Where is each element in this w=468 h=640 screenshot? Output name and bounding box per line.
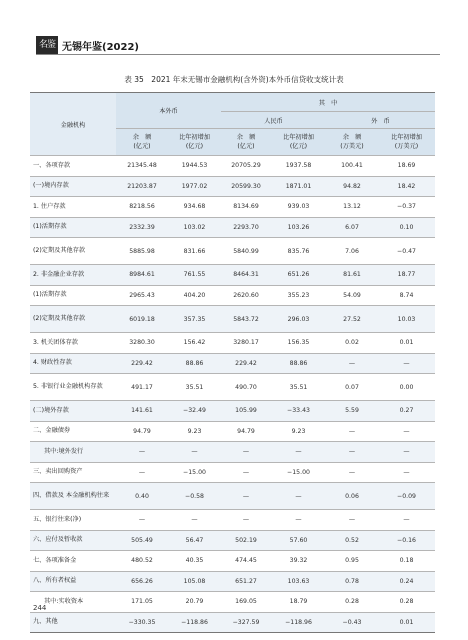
table-body bbox=[30, 156, 435, 633]
table-cell: 934.68 bbox=[168, 197, 221, 218]
table-row bbox=[30, 265, 435, 286]
table-cell: 355.23 bbox=[271, 285, 326, 306]
table-cell: 0.01 bbox=[378, 612, 435, 633]
table-cell: — bbox=[221, 510, 271, 531]
header-change-total: 比年初增加 (亿元) bbox=[168, 129, 221, 156]
table-row bbox=[30, 197, 435, 218]
table-row bbox=[30, 156, 435, 177]
table-cell: 404.20 bbox=[168, 285, 221, 306]
table-cell: 296.03 bbox=[271, 306, 326, 333]
table-cell: 88.86 bbox=[271, 353, 326, 374]
row-label: 三、卖出回购资产 bbox=[30, 462, 116, 483]
table-cell: 3280.30 bbox=[116, 333, 168, 354]
table-cell: 6019.18 bbox=[116, 306, 168, 333]
table-row bbox=[30, 401, 435, 422]
table-cell: −118.86 bbox=[168, 612, 221, 633]
table-cell: 20.79 bbox=[168, 592, 221, 613]
table-cell: 831.66 bbox=[168, 238, 221, 265]
table-cell: — bbox=[221, 483, 271, 510]
row-label: (2)定期及其他存款 bbox=[30, 238, 116, 265]
table-row bbox=[30, 217, 435, 238]
table-cell: — bbox=[378, 510, 435, 531]
table-row bbox=[30, 333, 435, 354]
table-cell: 1871.01 bbox=[271, 176, 326, 197]
table-cell: 105.08 bbox=[168, 571, 221, 592]
table-cell: — bbox=[326, 353, 378, 374]
table-cell: 81.61 bbox=[326, 265, 378, 286]
table-cell: 171.05 bbox=[116, 592, 168, 613]
table-cell: 2332.39 bbox=[116, 217, 168, 238]
table-cell: 35.51 bbox=[271, 374, 326, 401]
table-row bbox=[30, 530, 435, 551]
table-cell: 9.23 bbox=[271, 421, 326, 442]
table-cell: 761.55 bbox=[168, 265, 221, 286]
table-cell: 2293.70 bbox=[221, 217, 271, 238]
row-label: 2. 非金融企业存款 bbox=[30, 265, 116, 286]
table-cell: 357.35 bbox=[168, 306, 221, 333]
table-cell: 502.19 bbox=[221, 530, 271, 551]
header-qizhong: 其 中 bbox=[221, 93, 435, 112]
table-cell: 0.40 bbox=[116, 483, 168, 510]
header-change-rmb: 比年初增加 (亿元) bbox=[271, 129, 326, 156]
row-label: 六、应付及暂收款 bbox=[30, 530, 116, 551]
table-cell: 8134.69 bbox=[221, 197, 271, 218]
header-change-fx: 比年初增加 (万美元) bbox=[378, 129, 435, 156]
table-cell: 5885.98 bbox=[116, 238, 168, 265]
table-cell: 490.70 bbox=[221, 374, 271, 401]
table-cell: — bbox=[326, 442, 378, 463]
table-title: 表 35 2021 年末无锡市金融机构(含外资)本外币信贷收支统计表 bbox=[124, 75, 344, 84]
table-cell: 229.42 bbox=[116, 353, 168, 374]
table-cell: 2965.43 bbox=[116, 285, 168, 306]
table-row bbox=[30, 442, 435, 463]
table-cell: 18.77 bbox=[378, 265, 435, 286]
row-label: (二)境外存款 bbox=[30, 401, 116, 422]
table-cell: 0.28 bbox=[378, 592, 435, 613]
table-cell: −0.16 bbox=[378, 530, 435, 551]
table-row bbox=[30, 510, 435, 531]
table-cell: 1937.58 bbox=[271, 156, 326, 177]
table-cell: 0.27 bbox=[378, 401, 435, 422]
table-cell: 40.35 bbox=[168, 551, 221, 572]
row-label: 一、各项存款 bbox=[30, 156, 116, 177]
table-row bbox=[30, 612, 435, 633]
row-label: 其中:境外发行 bbox=[30, 442, 116, 463]
table-cell: 5840.99 bbox=[221, 238, 271, 265]
table-cell: −0.09 bbox=[378, 483, 435, 510]
table-cell: — bbox=[116, 462, 168, 483]
table-cell: 105.99 bbox=[221, 401, 271, 422]
table-cell: 480.52 bbox=[116, 551, 168, 572]
table-cell: 474.45 bbox=[221, 551, 271, 572]
row-label: (2)定期及其他存款 bbox=[30, 306, 116, 333]
table-cell: — bbox=[378, 353, 435, 374]
table-cell: 0.95 bbox=[326, 551, 378, 572]
page-header bbox=[36, 36, 440, 56]
table-cell: 94.82 bbox=[326, 176, 378, 197]
table-cell: 0.02 bbox=[326, 333, 378, 354]
table-cell: 0.01 bbox=[378, 333, 435, 354]
row-label: 3. 机关团体存款 bbox=[30, 333, 116, 354]
table-cell: 100.41 bbox=[326, 156, 378, 177]
row-label: 四、借款及 本金融机构往来 bbox=[30, 483, 116, 510]
table-cell: 8218.56 bbox=[116, 197, 168, 218]
table-cell: 103.02 bbox=[168, 217, 221, 238]
table-cell: −118.96 bbox=[271, 612, 326, 633]
table-row bbox=[30, 483, 435, 510]
table-cell: 2620.60 bbox=[221, 285, 271, 306]
table-cell: 21345.48 bbox=[116, 156, 168, 177]
table-cell: 35.51 bbox=[168, 374, 221, 401]
table-cell: 156.35 bbox=[271, 333, 326, 354]
table-cell: 651.27 bbox=[221, 571, 271, 592]
table-row bbox=[30, 238, 435, 265]
table-cell: 491.17 bbox=[116, 374, 168, 401]
table-cell: 88.86 bbox=[168, 353, 221, 374]
table-cell: 229.42 bbox=[221, 353, 271, 374]
table-cell: 0.52 bbox=[326, 530, 378, 551]
row-label: (1)活期存款 bbox=[30, 285, 116, 306]
table-cell: 1944.53 bbox=[168, 156, 221, 177]
table-cell: 54.09 bbox=[326, 285, 378, 306]
table-cell: 103.26 bbox=[271, 217, 326, 238]
table-cell: 103.63 bbox=[271, 571, 326, 592]
table-cell: −15.00 bbox=[271, 462, 326, 483]
table-cell: 169.05 bbox=[221, 592, 271, 613]
table-cell: 20705.29 bbox=[221, 156, 271, 177]
table-cell: — bbox=[326, 421, 378, 442]
row-label: (1)活期存款 bbox=[30, 217, 116, 238]
table-row bbox=[30, 353, 435, 374]
header-renminbi: 人民币 bbox=[221, 112, 326, 129]
table-cell: 651.26 bbox=[271, 265, 326, 286]
table-row bbox=[30, 592, 435, 613]
table-cell: — bbox=[116, 442, 168, 463]
table-cell: 141.61 bbox=[116, 401, 168, 422]
table-cell: −327.59 bbox=[221, 612, 271, 633]
header-amount-rmb: 余 额 (亿元) bbox=[221, 129, 271, 156]
table-cell: 5843.72 bbox=[221, 306, 271, 333]
table-cell: 6.07 bbox=[326, 217, 378, 238]
row-label: 七、各项准备金 bbox=[30, 551, 116, 572]
table-cell: 835.76 bbox=[271, 238, 326, 265]
table-cell: 8464.31 bbox=[221, 265, 271, 286]
table-cell: — bbox=[221, 442, 271, 463]
table-cell: — bbox=[271, 483, 326, 510]
table-cell: −330.35 bbox=[116, 612, 168, 633]
table-cell: 9.23 bbox=[168, 421, 221, 442]
table-row bbox=[30, 551, 435, 572]
table-cell: — bbox=[168, 442, 221, 463]
table-cell: 57.60 bbox=[271, 530, 326, 551]
table-cell: — bbox=[378, 421, 435, 442]
table-cell: −0.37 bbox=[378, 197, 435, 218]
table-cell: 20599.30 bbox=[221, 176, 271, 197]
row-label: 五、银行往来(净) bbox=[30, 510, 116, 531]
table-cell: 656.26 bbox=[116, 571, 168, 592]
table-cell: 0.07 bbox=[326, 374, 378, 401]
row-label: 其中:实收资本 bbox=[30, 592, 116, 613]
row-label: 1. 住户存款 bbox=[30, 197, 116, 218]
table-cell: — bbox=[271, 510, 326, 531]
table-row bbox=[30, 571, 435, 592]
table-cell: −32.49 bbox=[168, 401, 221, 422]
table-cell: 156.42 bbox=[168, 333, 221, 354]
table-cell: 0.10 bbox=[378, 217, 435, 238]
table-cell: 0.28 bbox=[326, 592, 378, 613]
row-label: 八、所有者权益 bbox=[30, 571, 116, 592]
table-cell: 18.69 bbox=[378, 156, 435, 177]
table-cell: 8.74 bbox=[378, 285, 435, 306]
table-cell: −33.43 bbox=[271, 401, 326, 422]
book-title: 无锡年鉴(2022) bbox=[62, 42, 139, 53]
table-row bbox=[30, 306, 435, 333]
table-cell: 18.79 bbox=[271, 592, 326, 613]
table-row bbox=[30, 285, 435, 306]
table-cell: −0.58 bbox=[168, 483, 221, 510]
row-label: (一)境内存款 bbox=[30, 176, 116, 197]
table-cell: 3280.17 bbox=[221, 333, 271, 354]
table-cell: — bbox=[168, 510, 221, 531]
header-org: 金融机构 bbox=[30, 93, 116, 156]
table-cell: 56.47 bbox=[168, 530, 221, 551]
header-divider bbox=[36, 54, 440, 55]
table-cell: 10.03 bbox=[378, 306, 435, 333]
table-cell: 505.49 bbox=[116, 530, 168, 551]
table-cell: 1977.02 bbox=[168, 176, 221, 197]
table-cell: 39.32 bbox=[271, 551, 326, 572]
table-cell: — bbox=[116, 510, 168, 531]
table-cell: 18.42 bbox=[378, 176, 435, 197]
table-cell: 94.79 bbox=[116, 421, 168, 442]
credit-statistics-table bbox=[30, 92, 435, 633]
table-cell: 27.52 bbox=[326, 306, 378, 333]
table-cell: 0.06 bbox=[326, 483, 378, 510]
table-cell: — bbox=[271, 442, 326, 463]
header-benwaibi: 本外币 bbox=[116, 93, 221, 129]
yearbook-logo: 名鉴 bbox=[36, 36, 58, 54]
table-cell: −15.00 bbox=[168, 462, 221, 483]
table-cell: 0.00 bbox=[378, 374, 435, 401]
table-cell: — bbox=[378, 442, 435, 463]
row-label: 二、金融债券 bbox=[30, 421, 116, 442]
table-cell: 13.12 bbox=[326, 197, 378, 218]
table-cell: 0.18 bbox=[378, 551, 435, 572]
table-cell: 939.03 bbox=[271, 197, 326, 218]
table-cell: 94.79 bbox=[221, 421, 271, 442]
table-cell: — bbox=[326, 462, 378, 483]
table-cell: 7.06 bbox=[326, 238, 378, 265]
page-number: 244 bbox=[33, 604, 47, 612]
table-row bbox=[30, 374, 435, 401]
table-cell: 5.59 bbox=[326, 401, 378, 422]
table-cell: 0.24 bbox=[378, 571, 435, 592]
row-label: 九、其他 bbox=[30, 612, 116, 633]
table-cell: — bbox=[326, 510, 378, 531]
table-cell: −0.43 bbox=[326, 612, 378, 633]
table-cell: 21203.87 bbox=[116, 176, 168, 197]
table-cell: −0.47 bbox=[378, 238, 435, 265]
header-amount-fx: 余 额 (万美元) bbox=[326, 129, 378, 156]
header-waibi: 外 币 bbox=[326, 112, 435, 129]
row-label: 5. 非银行业金融机构存款 bbox=[30, 374, 116, 401]
table-cell: — bbox=[221, 462, 271, 483]
table-row bbox=[30, 462, 435, 483]
table-row bbox=[30, 176, 435, 197]
row-label: 4. 财政性存款 bbox=[30, 353, 116, 374]
table-row bbox=[30, 421, 435, 442]
table-cell: 0.78 bbox=[326, 571, 378, 592]
header-amount-total: 余 额 (亿元) bbox=[116, 129, 168, 156]
table-cell: 8984.61 bbox=[116, 265, 168, 286]
table-cell: — bbox=[378, 462, 435, 483]
